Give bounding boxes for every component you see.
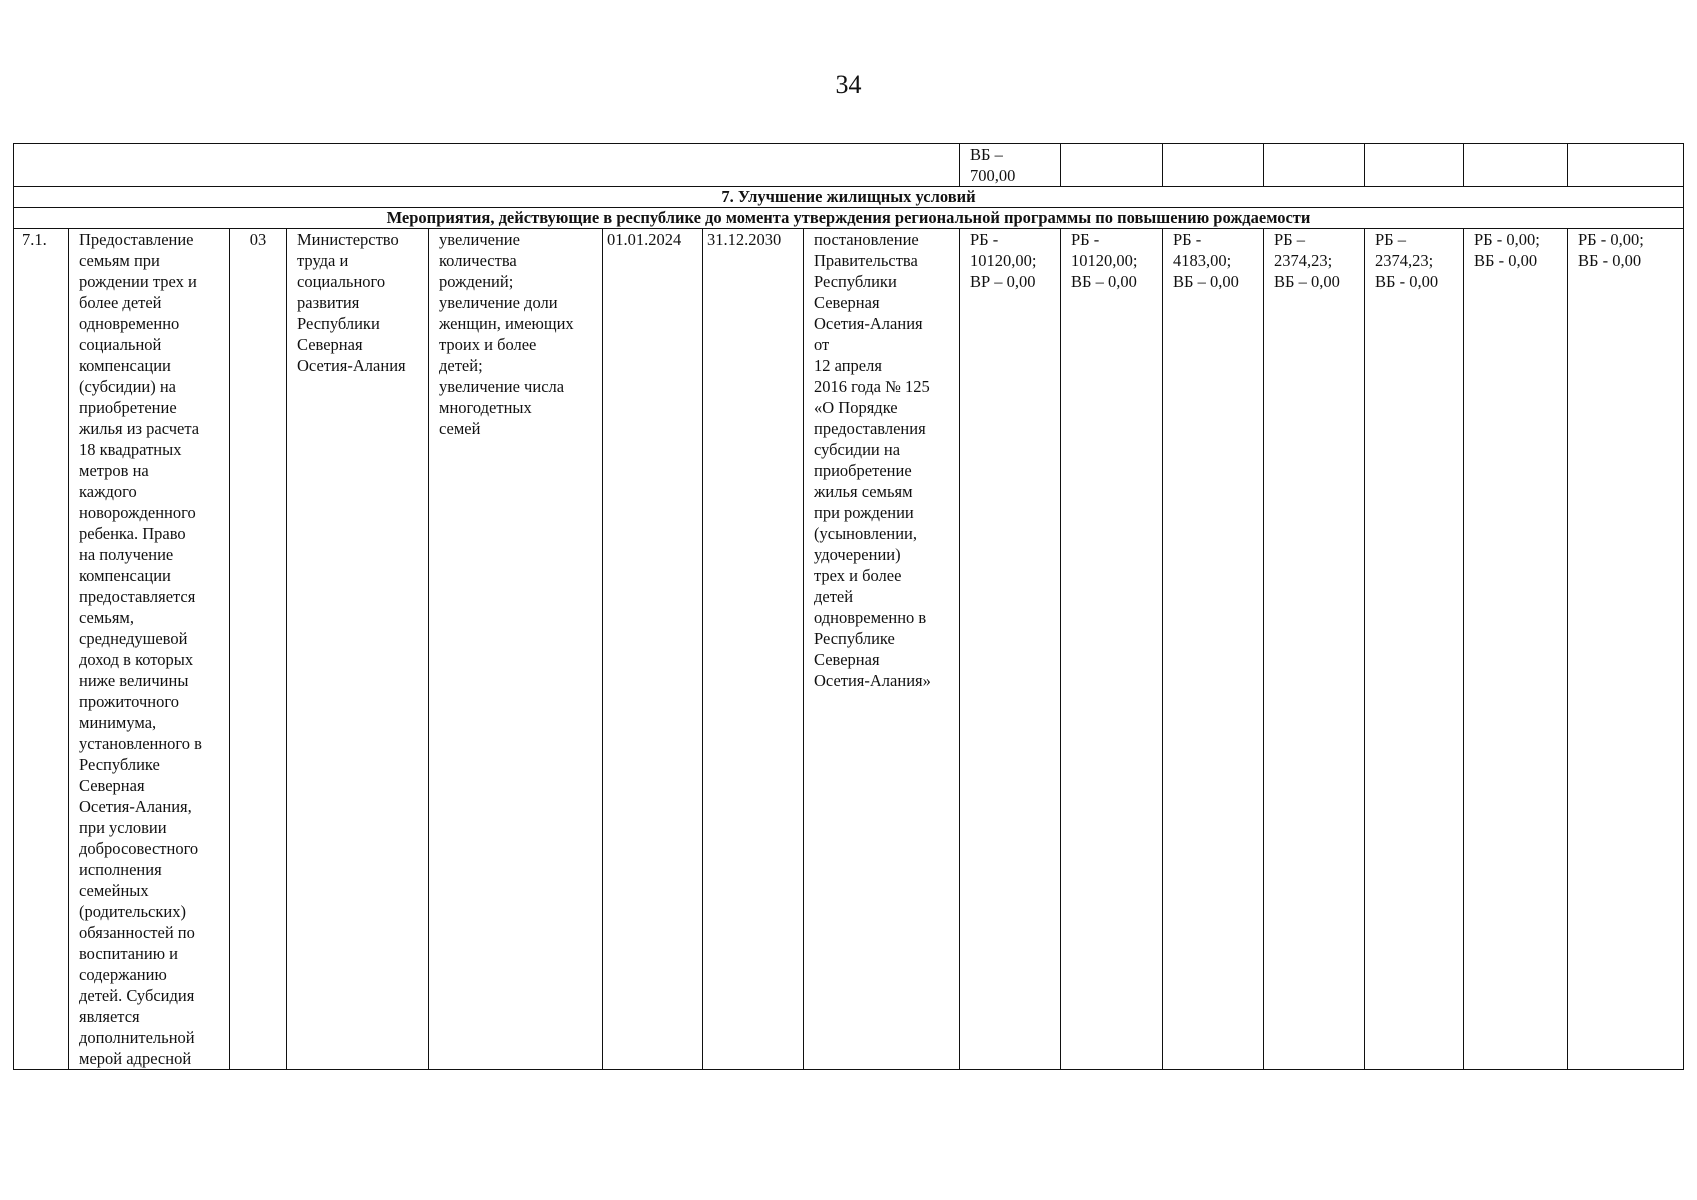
carry-over-funding: ВБ – 700,00 — [970, 145, 1016, 185]
funding-cell — [1163, 229, 1264, 1070]
funding-cell — [1365, 229, 1464, 1070]
funding-value: РБ – 2374,23; ВБ – 0,00 — [1274, 230, 1340, 291]
page-number: 34 — [835, 70, 862, 99]
carry-over-cell — [1464, 144, 1568, 187]
funding-cell — [1568, 229, 1684, 1070]
item-end-date: 31.12.2030 — [707, 230, 782, 249]
funding-value: РБ - 0,00; ВБ - 0,00 — [1474, 230, 1540, 270]
item-start-date-cell — [603, 229, 703, 1070]
funding-value: РБ - 4183,00; ВБ – 0,00 — [1173, 230, 1239, 291]
funding-cell — [1061, 229, 1163, 1070]
item-description-cell — [69, 229, 230, 1070]
funding-value: РБ - 10120,00; ВР – 0,00 — [970, 230, 1037, 291]
funding-cell — [1264, 229, 1365, 1070]
item-legal-basis-cell — [804, 229, 960, 1070]
carry-over-empty-cell — [14, 144, 960, 187]
item-end-date-cell — [703, 229, 804, 1070]
section-title: 7. Улучшение жилищных условий — [14, 187, 1684, 208]
item-description: Предоставление семьям при рождении трех и более детей одновременно социальной компенсации (субсидии) на приобретение жилья из расчета 18 квадратных метров на каждого новорожденного ребенка. Право на получение компенсации предоставляется семьям, среднедушевой доход в которых ниже величины прожиточного минимума, установленного в Республике Северная Осетия-Алания, при условии добросовестного исполнения семейных (родительских) обязанностей по воспитанию и содержанию детей. Субсидия является дополнительной мерой адресной — [79, 230, 202, 1068]
item-expected-result-cell — [429, 229, 603, 1070]
item-code: 03 — [249, 230, 267, 249]
item-number-cell — [14, 229, 69, 1070]
funding-cell — [1464, 229, 1568, 1070]
funding-value: РБ – 2374,23; ВБ - 0,00 — [1375, 230, 1439, 291]
item-executor: Министерство труда и социального развития Республики Северная Осетия-Алания — [297, 230, 406, 375]
funding-value: РБ - 10120,00; ВБ – 0,00 — [1071, 230, 1138, 291]
item-executor-cell — [287, 229, 429, 1070]
program-table — [13, 143, 1684, 1070]
item-code-cell — [230, 229, 287, 1070]
subsection-title-row — [14, 208, 1684, 229]
funding-cell — [960, 229, 1061, 1070]
carry-over-cell — [1264, 144, 1365, 187]
carry-over-row — [14, 144, 1684, 187]
carry-over-funding-cell — [960, 144, 1061, 187]
item-number: 7.1. — [22, 230, 47, 249]
funding-value: РБ - 0,00; ВБ - 0,00 — [1578, 230, 1644, 270]
carry-over-cell — [1568, 144, 1684, 187]
carry-over-cell — [1163, 144, 1264, 187]
table-row — [14, 229, 1684, 1070]
subsection-title: Мероприятия, действующие в республике до момента утверждения региональной программы по повышению рождаемости — [14, 208, 1684, 229]
carry-over-cell — [1061, 144, 1163, 187]
item-legal-basis: постановление Правительства Республики Северная Осетия-Алания от 12 апреля 2016 года № 125 «О Порядке предоставления субсидии на приобретение жилья семьям при рождении (усыновлении, удочерении) трех и более детей одновременно в Республике Северная Осетия-Алания» — [814, 230, 931, 690]
carry-over-cell — [1365, 144, 1464, 187]
item-expected-result: увеличение количества рождений; увеличение доли женщин, имеющих троих и более детей; увеличение числа многодетных семей — [439, 230, 574, 438]
section-title-row — [14, 187, 1684, 208]
item-start-date: 01.01.2024 — [607, 230, 682, 249]
